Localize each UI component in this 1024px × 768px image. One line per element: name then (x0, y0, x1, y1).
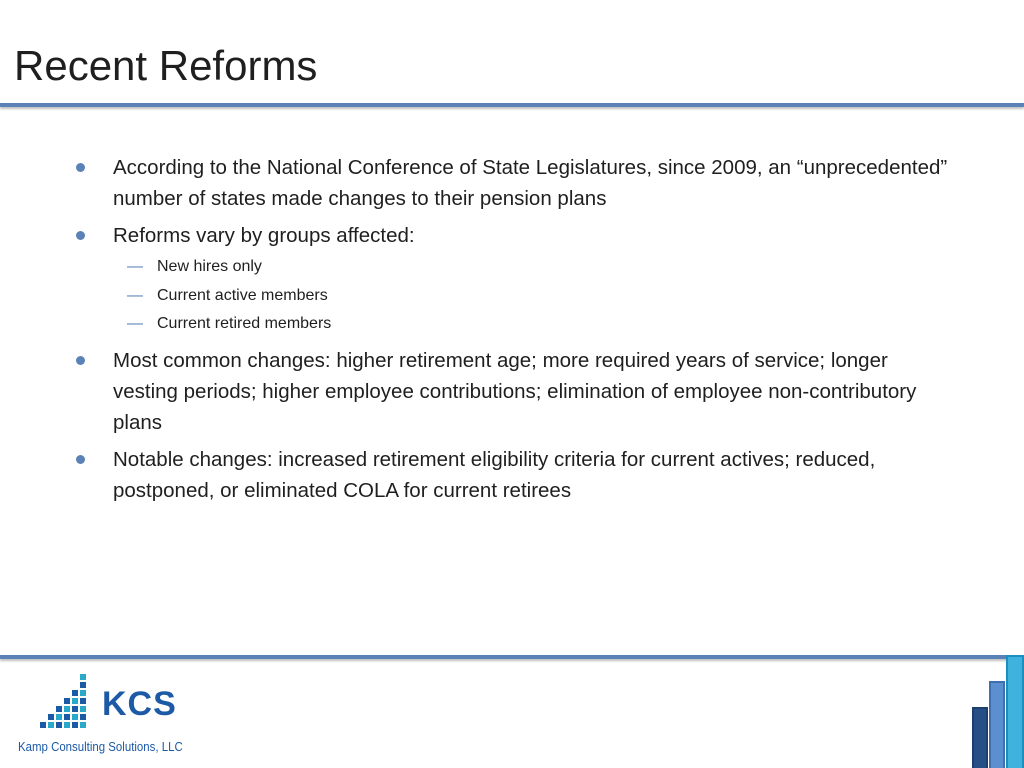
sub-bullet-text: New hires only (157, 258, 262, 275)
bullet-list (72, 152, 952, 512)
bullet-text: According to the National Conference of State Legislatures, since 2009, an “unprecedented” number of states made changes to their pension plans (113, 156, 948, 210)
sub-bullet-list (113, 253, 952, 339)
dash-icon: — (127, 286, 143, 304)
sub-bullet-item (113, 282, 952, 311)
bullet-dot-icon (76, 455, 85, 464)
bullet-item (72, 345, 952, 438)
footer-divider (0, 655, 1024, 659)
corner-bars-decoration (964, 653, 1024, 768)
company-logo (18, 672, 218, 762)
sub-bullet-text: Current retired members (157, 315, 332, 332)
company-name: Kamp Consulting Solutions, LLC (18, 739, 183, 754)
bullet-item (72, 220, 952, 339)
bullet-dot-icon (76, 231, 85, 240)
sub-bullet-text: Current active members (157, 286, 328, 304)
title-divider (0, 103, 1024, 107)
bullet-item (72, 152, 952, 214)
dash-icon: — (127, 258, 143, 275)
bullet-text: Reforms vary by groups affected: (113, 224, 415, 247)
bullet-text: Most common changes: higher retirement age; more required years of service; longer vesting periods; higher employee contributions; elimination of employee non-contributory plans (113, 348, 917, 434)
sub-bullet-item (113, 310, 952, 339)
slide-title: Recent Reforms (14, 42, 318, 89)
bullet-text: Notable changes: increased retirement eligibility criteria for current actives; reduced, postponed, or eliminated COLA for current retirees (113, 447, 876, 502)
logo-wordmark: KCS (102, 685, 177, 723)
bullet-dot-icon (76, 356, 85, 365)
sub-bullet-item (113, 253, 952, 282)
logo-mark-icon (18, 672, 98, 734)
bullet-item (72, 444, 952, 506)
bullet-dot-icon (76, 163, 85, 172)
dash-icon: — (127, 315, 143, 332)
